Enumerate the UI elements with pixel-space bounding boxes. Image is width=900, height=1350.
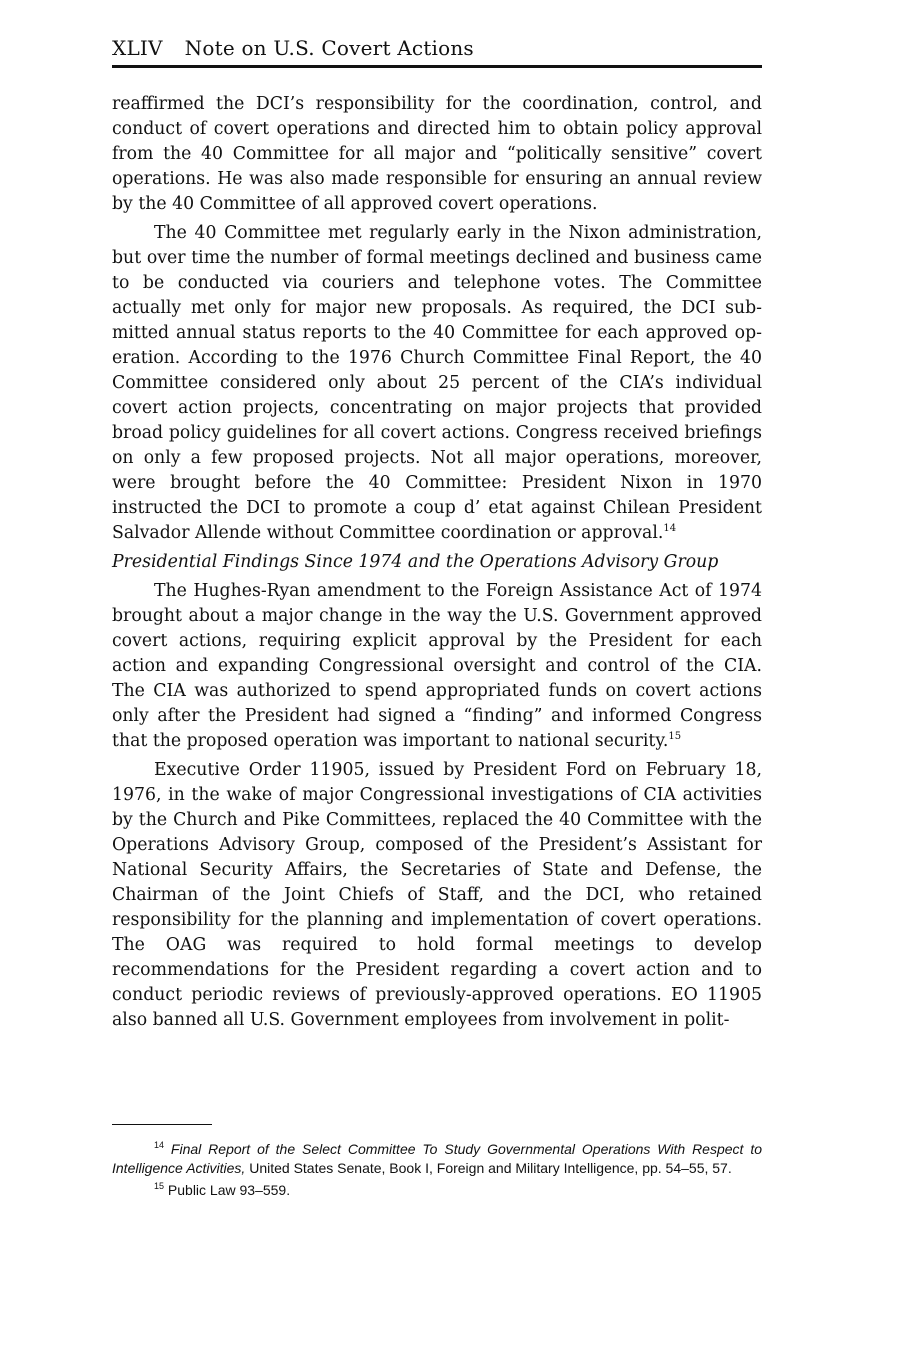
- footnote-number: 14: [154, 1140, 165, 1150]
- footnote-text: Public Law 93–559.: [167, 1182, 291, 1198]
- paragraph: [112, 221, 762, 546]
- footnote-source-title: Final Report of the Select Committee To Study Governmental Operations With Respect to Intelligence Activities,: [112, 1141, 762, 1176]
- footnote-ref[interactable]: 14: [663, 523, 677, 534]
- paragraph-text: reaffirmed the DCI’s responsibility for the coordination, control, and conduct of covert operations and directed him to obtain policy approval from the 40 Committee for all major and “politically sensitive” covert operations. He was also made responsible for ensuring an annual review by the 40 Committee of all approved covert operations.: [112, 94, 762, 214]
- running-title: Note on U.S. Covert Actions: [184, 36, 474, 60]
- running-header: [112, 36, 762, 68]
- paragraph: [112, 758, 762, 1033]
- paragraph-text: Executive Order 11905, issued by President Ford on February 18, 1976, in the wake of major Congressional investigations of CIA activities by the Church and Pike Committees, replaced the 40 Committee with the Operations Advisory Group, composed of the President’s Assistant for National Security Affairs, the Secretaries of State and Defense, the Chairman of the Joint Chiefs of Staff, and the DCI, who retained responsibility for the planning and implementation of covert operations. The OAG was required to hold formal meetings to develop recommendations for the President regarding a covert action and to conduct periodic reviews of previously-approved operations. EO 11905 also banned all U.S. Government employees from involvement in polit-: [112, 760, 762, 1030]
- footnote-text: United States Senate, Book I, Foreign and Military Intelligence, pp. 54–55, 57.: [245, 1160, 732, 1176]
- paragraph: [112, 579, 762, 754]
- footnote-15: [112, 1181, 762, 1200]
- section-heading: Presidential Findings Since 1974 and the Operations Advisory Group: [112, 552, 719, 572]
- footnote-number: 15: [154, 1181, 165, 1191]
- footnote-ref[interactable]: 15: [668, 731, 682, 742]
- paragraph-text: The Hughes-Ryan amendment to the Foreign Assistance Act of 1974 brought about a major change in the way the U.S. Government approved covert actions, requiring explicit approval by the President for each action and expanding Congressional oversight and control of the CIA. The CIA was authorized to spend appropriated funds on covert actions only after the President had signed a “finding” and informed Congress that the proposed operation was important to national security.: [112, 581, 762, 751]
- page-number: XLIV: [112, 36, 163, 60]
- footnote-14: [112, 1140, 762, 1178]
- footnotes: [112, 1140, 762, 1203]
- footnote-divider: [112, 1124, 212, 1125]
- paragraph-text: The 40 Committee met regularly early in the Nixon administration, but over time the number of formal meetings declined and business came to be conducted via couriers and telephone votes. The Committee actually met only for major new proposals. As required, the DCI submitted annual status reports to the 40 Committee for each approved operation. According to the 1976 Church Committee Final Report, the 40 Committee considered only about 25 percent of the CIA’s individual covert action projects, concentrating on major projects that provided broad policy guidelines for all covert actions. Congress received briefings on only a few proposed projects. Not all major operations, moreover, were brought before the 40 Committee: President Nixon in 1970 instructed the DCI to promote a coup d’ etat against Chilean President Salvador Allende without Committee coordination or approval.: [112, 223, 762, 543]
- page: [112, 36, 762, 1037]
- body-text: [112, 92, 762, 1033]
- paragraph: [112, 92, 762, 217]
